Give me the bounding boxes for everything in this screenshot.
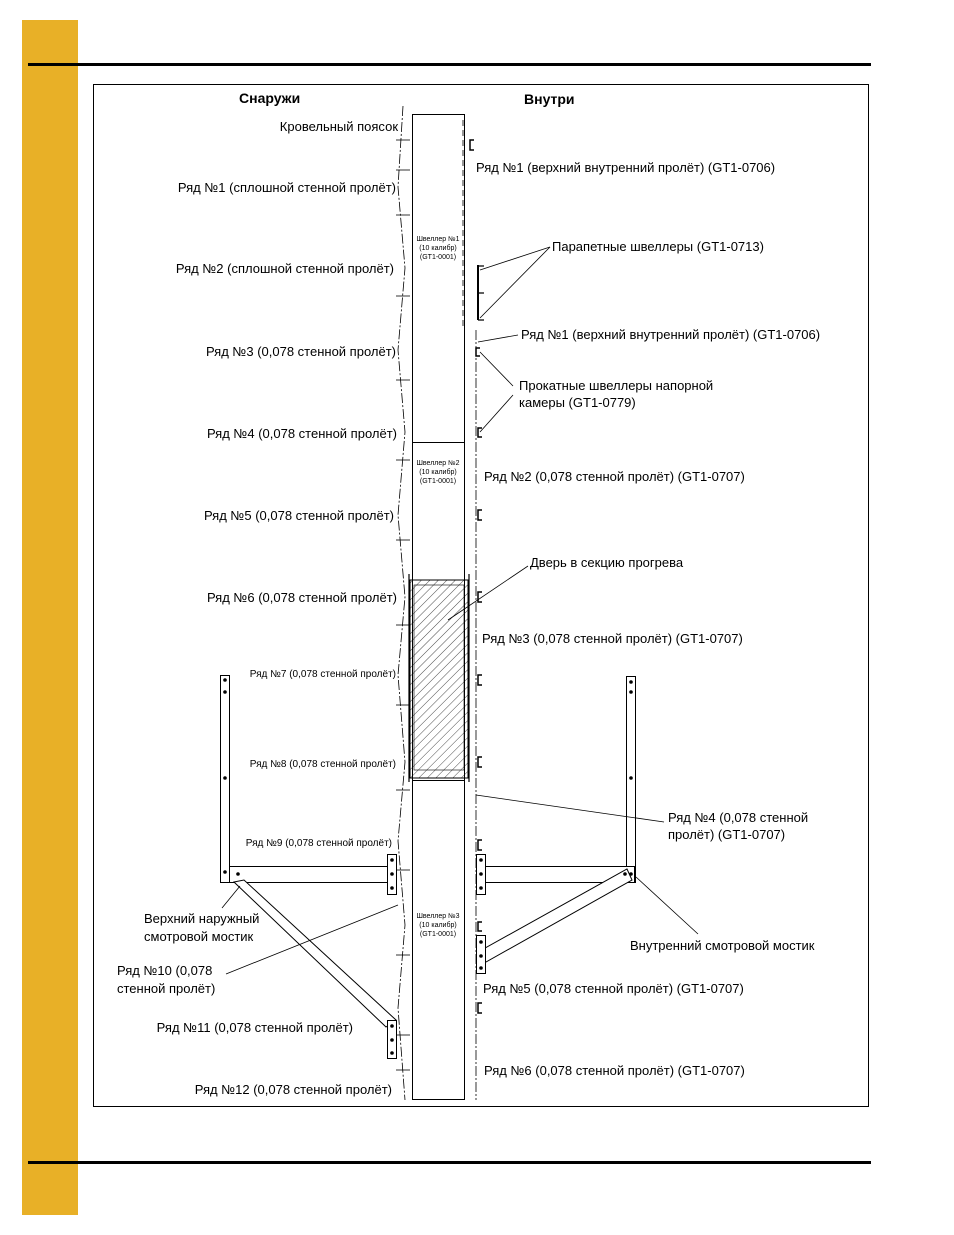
- label-in-row5: Ряд №5 (0,078 стенной пролёт) (GT1-0707): [483, 981, 744, 996]
- heating-section-door: [409, 574, 469, 782]
- label-out-row6: Ряд №6 (0,078 стенной пролёт): [206, 590, 397, 605]
- label-door: Дверь в секцию прогрева: [530, 555, 684, 570]
- channel-3-line-2: (10 калибр): [419, 922, 457, 929]
- label-in-row4-1: Ряд №4 (0,078 стенной: [668, 810, 809, 825]
- channel-2-line-3: (GT1-0001): [419, 478, 457, 485]
- label-out-row3: Ряд №3 (0,078 стенной пролёт): [205, 344, 396, 359]
- label-upper-walkway-2: смотровой мостик: [144, 929, 254, 944]
- label-in-row2: Ряд №2 (0,078 стенной пролёт) (GT1-0707): [484, 469, 745, 484]
- parapet-channels: [478, 265, 484, 320]
- label-out-row10-2: стенной пролёт): [117, 981, 216, 996]
- label-rolled-1: Прокатные швеллеры напорной: [519, 378, 714, 393]
- label-out-row10-1: Ряд №10 (0,078: [117, 963, 213, 978]
- channel-3-line-1: Швеллер №3: [416, 913, 460, 920]
- header-outside: Снаружи: [239, 90, 301, 106]
- label-roof-ring: Кровельный поясок: [279, 119, 398, 134]
- label-out-row5: Ряд №5 (0,078 стенной пролёт): [203, 508, 394, 523]
- label-out-row9: Ряд №9 (0,078 стенной пролёт): [245, 838, 392, 849]
- label-parapet: Парапетные швеллеры (GT1-0713): [552, 239, 764, 254]
- label-rolled-2: камеры (GT1-0779): [519, 395, 636, 410]
- outside-wall-line: [398, 106, 405, 1100]
- outside-labels-left: [117, 911, 259, 996]
- channel-2-line-1: Швеллер №2: [416, 460, 460, 467]
- label-in-row1-top-b: Ряд №1 (верхний внутренний пролёт) (GT1-0706): [521, 327, 821, 342]
- label-inner-walkway: Внутренний смотровой мостик: [630, 938, 815, 953]
- label-in-row6: Ряд №6 (0,078 стенной пролёт) (GT1-0707): [484, 1063, 745, 1078]
- channel-1-line-1: Швеллер №1: [416, 236, 460, 243]
- label-out-row11: Ряд №11 (0,078 стенной пролёт): [156, 1020, 353, 1035]
- inside-walkway: [477, 677, 636, 974]
- header-inside: Внутри: [524, 91, 575, 107]
- label-out-row7: Ряд №7 (0,078 стенной пролёт): [249, 669, 396, 680]
- label-upper-walkway-1: Верхний наружный: [144, 911, 260, 926]
- label-in-row4-2: пролёт) (GT1-0707): [668, 827, 786, 842]
- label-in-row1-top: Ряд №1 (верхний внутренний пролёт) (GT1-0706): [476, 160, 776, 175]
- label-out-row2: Ряд №2 (сплошной стенной пролёт): [175, 261, 394, 276]
- inside-labels: [476, 160, 820, 1078]
- channel-3-line-3: (GT1-0001): [419, 931, 457, 938]
- label-out-row8: Ряд №8 (0,078 стенной пролёт): [249, 759, 396, 770]
- label-out-row4: Ряд №4 (0,078 стенной пролёт): [206, 426, 397, 441]
- outside-ticks: [396, 140, 410, 1070]
- label-out-row1: Ряд №1 (сплошной стенной пролёт): [177, 180, 396, 195]
- channel-1-line-2: (10 калибр): [419, 245, 457, 252]
- label-in-row3: Ряд №3 (0,078 стенной пролёт) (GT1-0707): [482, 631, 743, 646]
- outside-labels: [157, 119, 399, 1097]
- outside-walkway: [221, 676, 397, 1059]
- label-out-row12: Ряд №12 (0,078 стенной пролёт): [194, 1082, 392, 1097]
- channel-1-line-3: (GT1-0001): [419, 254, 457, 261]
- channel-2-line-2: (10 калибр): [419, 469, 457, 476]
